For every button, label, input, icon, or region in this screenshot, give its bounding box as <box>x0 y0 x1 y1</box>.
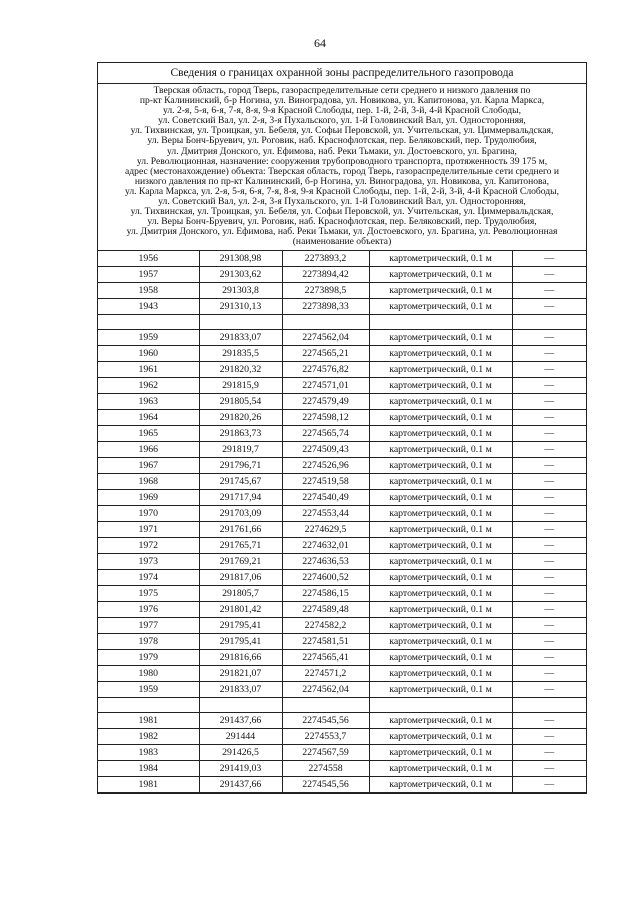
point-number-cell: 1981 <box>98 776 199 792</box>
x-coordinate-cell: 291745,67 <box>199 473 282 489</box>
point-number-cell: 1958 <box>98 282 199 298</box>
y-coordinate-cell: 2274571,2 <box>282 665 369 681</box>
x-coordinate-cell: 291310,13 <box>199 298 282 314</box>
note-cell: — <box>512 617 586 633</box>
x-coordinate-cell: 291801,42 <box>199 601 282 617</box>
note-cell: — <box>512 409 586 425</box>
y-coordinate-cell: 2273893,2 <box>282 250 369 266</box>
x-coordinate-cell: 291303,62 <box>199 266 282 282</box>
point-number-cell: 1970 <box>98 505 199 521</box>
note-cell: — <box>512 393 586 409</box>
method-cell: картометрический, 0.1 м <box>369 760 512 776</box>
description-line: ул. Карла Маркса, ул. 2-я, 5-я, 6-я, 7-я, 8-я, 9-я Красной Слободы, пер. 1-й, 2-й, 3-й, 4-й Красной Слободы, <box>124 185 560 197</box>
x-coordinate-cell: 291703,09 <box>199 505 282 521</box>
y-coordinate-cell: 2274565,21 <box>282 345 369 361</box>
method-cell: картометрический, 0.1 м <box>369 266 512 282</box>
empty-cell <box>282 314 369 329</box>
method-cell: картометрический, 0.1 м <box>369 633 512 649</box>
y-coordinate-cell: 2274632,01 <box>282 537 369 553</box>
separator-row <box>98 697 586 712</box>
y-coordinate-cell: 2274598,12 <box>282 409 369 425</box>
y-coordinate-cell: 2273898,5 <box>282 282 369 298</box>
method-cell: картометрический, 0.1 м <box>369 250 512 266</box>
description-line: ул. Тихвинская, ул. Троицкая, ул. Бебеля, ул. Софьи Перовской, ул. Учительская, ул. Циммервальдская, <box>130 206 554 218</box>
y-coordinate-cell: 2274586,15 <box>282 585 369 601</box>
table-row <box>98 617 586 633</box>
point-number-cell: 1943 <box>98 298 199 314</box>
note-cell: — <box>512 489 586 505</box>
y-coordinate-cell: 2274576,82 <box>282 361 369 377</box>
x-coordinate-cell: 291795,41 <box>199 617 282 633</box>
x-coordinate-cell: 291820,26 <box>199 409 282 425</box>
point-number-cell: 1984 <box>98 760 199 776</box>
note-cell: — <box>512 665 586 681</box>
table-row <box>98 298 586 314</box>
y-coordinate-cell: 2274579,49 <box>282 393 369 409</box>
method-cell: картометрический, 0.1 м <box>369 282 512 298</box>
table-row <box>98 744 586 760</box>
method-cell: картометрический, 0.1 м <box>369 617 512 633</box>
point-number-cell: 1968 <box>98 473 199 489</box>
y-coordinate-cell: 2274629,5 <box>282 521 369 537</box>
point-number-cell: 1960 <box>98 345 199 361</box>
point-number-cell: 1959 <box>98 681 199 697</box>
note-cell: — <box>512 760 586 776</box>
note-cell: — <box>512 266 586 282</box>
note-cell: — <box>512 728 586 744</box>
method-cell: картометрический, 0.1 м <box>369 521 512 537</box>
x-coordinate-cell: 291816,66 <box>199 649 282 665</box>
x-coordinate-cell: 291437,66 <box>199 776 282 792</box>
y-coordinate-cell: 2274509,43 <box>282 441 369 457</box>
description-line: Тверская область, город Тверь, газораспределительные сети среднего и низкого давления по <box>153 85 531 96</box>
table-row <box>98 569 586 585</box>
table-row <box>98 712 586 728</box>
document-frame <box>97 62 587 794</box>
empty-cell <box>369 697 512 712</box>
x-coordinate-cell: 291761,66 <box>199 521 282 537</box>
note-cell: — <box>512 681 586 697</box>
method-cell: картометрический, 0.1 м <box>369 537 512 553</box>
table-row <box>98 441 586 457</box>
note-cell: — <box>512 250 586 266</box>
empty-cell <box>98 314 199 329</box>
note-cell: — <box>512 569 586 585</box>
x-coordinate-cell: 291444 <box>199 728 282 744</box>
x-coordinate-cell: 291308,98 <box>199 250 282 266</box>
y-coordinate-cell: 2274571,01 <box>282 377 369 393</box>
note-cell: — <box>512 425 586 441</box>
empty-cell <box>199 314 282 329</box>
method-cell: картометрический, 0.1 м <box>369 441 512 457</box>
x-coordinate-cell: 291805,54 <box>199 393 282 409</box>
point-number-cell: 1981 <box>98 712 199 728</box>
table-row <box>98 681 586 697</box>
empty-cell <box>512 697 586 712</box>
table-row <box>98 361 586 377</box>
description-line: ул. 2-я, 5-я, 6-я, 7-я, 8-я, 9-я Красной Слободы, пер. 1-й, 2-й, 3-й, 4-й Красной Слободы, <box>162 105 522 117</box>
x-coordinate-cell: 291426,5 <box>199 744 282 760</box>
empty-cell <box>282 697 369 712</box>
point-number-cell: 1974 <box>98 569 199 585</box>
note-cell: — <box>512 553 586 569</box>
note-cell: — <box>512 329 586 345</box>
y-coordinate-cell: 2273898,33 <box>282 298 369 314</box>
x-coordinate-cell: 291821,07 <box>199 665 282 681</box>
note-cell: — <box>512 744 586 760</box>
point-number-cell: 1980 <box>98 665 199 681</box>
x-coordinate-cell: 291817,06 <box>199 569 282 585</box>
y-coordinate-cell: 2274589,48 <box>282 601 369 617</box>
table-row <box>98 473 586 489</box>
point-number-cell: 1982 <box>98 728 199 744</box>
point-number-cell: 1962 <box>98 377 199 393</box>
note-cell: — <box>512 601 586 617</box>
y-coordinate-cell: 2274567,59 <box>282 744 369 760</box>
x-coordinate-cell: 291303,8 <box>199 282 282 298</box>
method-cell: картометрический, 0.1 м <box>369 473 512 489</box>
point-number-cell: 1965 <box>98 425 199 441</box>
point-number-cell: 1966 <box>98 441 199 457</box>
note-cell: — <box>512 441 586 457</box>
point-number-cell: 1973 <box>98 553 199 569</box>
table-row <box>98 585 586 601</box>
method-cell: картометрический, 0.1 м <box>369 329 512 345</box>
point-number-cell: 1978 <box>98 633 199 649</box>
y-coordinate-cell: 2274565,74 <box>282 425 369 441</box>
note-cell: — <box>512 649 586 665</box>
description-line: ул. Веры Бонч-Бруевич, ул. Роговик, наб. Краснофлотская, пер. Беляковский, пер. Трудолюбия, <box>147 135 537 147</box>
description-line: (наименование объекта) <box>292 236 392 248</box>
table-row <box>98 760 586 776</box>
x-coordinate-cell: 291833,07 <box>199 681 282 697</box>
document-title: Сведения о границах охранной зоны распределительного газопровода <box>98 63 586 84</box>
y-coordinate-cell: 2274553,7 <box>282 728 369 744</box>
table-row <box>98 425 586 441</box>
note-cell: — <box>512 345 586 361</box>
description-line: ул. Дмитрия Донского, ул. Ефимова, наб. Реки Тьмаки, ул. Достоевского, ул. Брагина, <box>167 145 517 157</box>
method-cell: картометрический, 0.1 м <box>369 393 512 409</box>
method-cell: картометрический, 0.1 м <box>369 712 512 728</box>
table-row <box>98 489 586 505</box>
x-coordinate-cell: 291833,07 <box>199 329 282 345</box>
method-cell: картометрический, 0.1 м <box>369 505 512 521</box>
method-cell: картометрический, 0.1 м <box>369 345 512 361</box>
description-line: пр-кт Калининский, б-р Ногина, ул. Виноградова, ул. Новикова, ул. Капитонова, ул. Карла Маркса, <box>139 95 545 107</box>
y-coordinate-cell: 2274636,53 <box>282 553 369 569</box>
method-cell: картометрический, 0.1 м <box>369 728 512 744</box>
method-cell: картометрический, 0.1 м <box>369 409 512 425</box>
coordinates-table <box>98 250 586 793</box>
y-coordinate-cell: 2274558 <box>282 760 369 776</box>
table-row <box>98 282 586 298</box>
y-coordinate-cell: 2274519,58 <box>282 473 369 489</box>
point-number-cell: 1963 <box>98 393 199 409</box>
method-cell: картометрический, 0.1 м <box>369 649 512 665</box>
y-coordinate-cell: 2274600,52 <box>282 569 369 585</box>
method-cell: картометрический, 0.1 м <box>369 425 512 441</box>
method-cell: картометрический, 0.1 м <box>369 585 512 601</box>
note-cell: — <box>512 473 586 489</box>
x-coordinate-cell: 291796,71 <box>199 457 282 473</box>
table-row <box>98 250 586 266</box>
point-number-cell: 1964 <box>98 409 199 425</box>
point-number-cell: 1956 <box>98 250 199 266</box>
note-cell: — <box>512 776 586 792</box>
note-cell: — <box>512 537 586 553</box>
table-row <box>98 728 586 744</box>
note-cell: — <box>512 298 586 314</box>
table-row <box>98 409 586 425</box>
point-number-cell: 1957 <box>98 266 199 282</box>
point-number-cell: 1959 <box>98 329 199 345</box>
x-coordinate-cell: 291765,71 <box>199 537 282 553</box>
note-cell: — <box>512 282 586 298</box>
x-coordinate-cell: 291419,03 <box>199 760 282 776</box>
method-cell: картометрический, 0.1 м <box>369 744 512 760</box>
empty-cell <box>369 314 512 329</box>
object-description <box>98 84 586 250</box>
description-line: ул. Советский Вал, ул. 2-я, 3-я Пухальского, ул. 1-й Головинский Вал, ул. Односторонняя, <box>158 196 526 208</box>
table-row <box>98 345 586 361</box>
x-coordinate-cell: 291717,94 <box>199 489 282 505</box>
y-coordinate-cell: 2274562,04 <box>282 329 369 345</box>
y-coordinate-cell: 2274562,04 <box>282 681 369 697</box>
method-cell: картометрический, 0.1 м <box>369 377 512 393</box>
y-coordinate-cell: 2274526,96 <box>282 457 369 473</box>
table-row <box>98 377 586 393</box>
description-line: ул. Советский Вал, ул. 2-я, 3-я Пухальского, ул. 1-й Головинский Вал, ул. Односторонняя, <box>158 115 526 127</box>
x-coordinate-cell: 291863,73 <box>199 425 282 441</box>
empty-cell <box>512 314 586 329</box>
separator-row <box>98 314 586 329</box>
empty-cell <box>199 697 282 712</box>
note-cell: — <box>512 585 586 601</box>
y-coordinate-cell: 2273894,42 <box>282 266 369 282</box>
note-cell: — <box>512 521 586 537</box>
table-row <box>98 537 586 553</box>
x-coordinate-cell: 291805,7 <box>199 585 282 601</box>
x-coordinate-cell: 291835,5 <box>199 345 282 361</box>
note-cell: — <box>512 361 586 377</box>
method-cell: картометрический, 0.1 м <box>369 489 512 505</box>
x-coordinate-cell: 291437,66 <box>199 712 282 728</box>
method-cell: картометрический, 0.1 м <box>369 361 512 377</box>
method-cell: картометрический, 0.1 м <box>369 681 512 697</box>
note-cell: — <box>512 712 586 728</box>
table-row <box>98 329 586 345</box>
table-row <box>98 649 586 665</box>
y-coordinate-cell: 2274540,49 <box>282 489 369 505</box>
y-coordinate-cell: 2274545,56 <box>282 712 369 728</box>
y-coordinate-cell: 2274553,44 <box>282 505 369 521</box>
page-number: 64 <box>314 36 326 50</box>
y-coordinate-cell: 2274581,51 <box>282 633 369 649</box>
x-coordinate-cell: 291820,32 <box>199 361 282 377</box>
method-cell: картометрический, 0.1 м <box>369 298 512 314</box>
method-cell: картометрический, 0.1 м <box>369 569 512 585</box>
table-row <box>98 505 586 521</box>
table-row <box>98 521 586 537</box>
description-line: ул. Революционная, назначение: сооружения трубопроводного транспорта, протяженность 39 175 м, <box>136 155 548 167</box>
description-line: адрес (местонахождение) объекта: Тверская область, город Тверь, газораспределительные сети среднего и <box>125 165 559 177</box>
x-coordinate-cell: 291815,9 <box>199 377 282 393</box>
point-number-cell: 1971 <box>98 521 199 537</box>
point-number-cell: 1961 <box>98 361 199 377</box>
point-number-cell: 1977 <box>98 617 199 633</box>
point-number-cell: 1983 <box>98 744 199 760</box>
table-row <box>98 601 586 617</box>
table-row <box>98 457 586 473</box>
description-line: низкого давления по пр-кт Калининский, б-р Ногина, ул. Виноградова, ул. Новикова, ул. Капитонова, <box>134 175 550 187</box>
point-number-cell: 1975 <box>98 585 199 601</box>
method-cell: картометрический, 0.1 м <box>369 457 512 473</box>
empty-cell <box>98 697 199 712</box>
table-row <box>98 665 586 681</box>
description-line: ул. Тихвинская, ул. Троицкая, ул. Бебеля, ул. Софьи Перовской, ул. Учительская, ул. Циммервальдская, <box>130 125 554 137</box>
point-number-cell: 1976 <box>98 601 199 617</box>
method-cell: картометрический, 0.1 м <box>369 601 512 617</box>
table-row <box>98 393 586 409</box>
point-number-cell: 1967 <box>98 457 199 473</box>
x-coordinate-cell: 291769,21 <box>199 553 282 569</box>
description-line: ул. Веры Бонч-Бруевич, ул. Роговик, наб. Краснофлотская, пер. Беляковский, пер. Трудолюбия, <box>147 216 537 228</box>
note-cell: — <box>512 457 586 473</box>
note-cell: — <box>512 633 586 649</box>
method-cell: картометрический, 0.1 м <box>369 553 512 569</box>
description-line: ул. Дмитрия Донского, ул. Ефимова, наб. Реки Тьмаки, ул. Достоевского, ул. Брагина, ул. Революционная <box>126 226 558 238</box>
point-number-cell: 1969 <box>98 489 199 505</box>
y-coordinate-cell: 2274545,56 <box>282 776 369 792</box>
note-cell: — <box>512 377 586 393</box>
x-coordinate-cell: 291819,7 <box>199 441 282 457</box>
method-cell: картометрический, 0.1 м <box>369 665 512 681</box>
x-coordinate-cell: 291795,41 <box>199 633 282 649</box>
y-coordinate-cell: 2274565,41 <box>282 649 369 665</box>
table-row <box>98 553 586 569</box>
table-row <box>98 776 586 792</box>
point-number-cell: 1979 <box>98 649 199 665</box>
point-number-cell: 1972 <box>98 537 199 553</box>
y-coordinate-cell: 2274582,2 <box>282 617 369 633</box>
table-row <box>98 266 586 282</box>
table-row <box>98 633 586 649</box>
note-cell: — <box>512 505 586 521</box>
method-cell: картометрический, 0.1 м <box>369 776 512 792</box>
